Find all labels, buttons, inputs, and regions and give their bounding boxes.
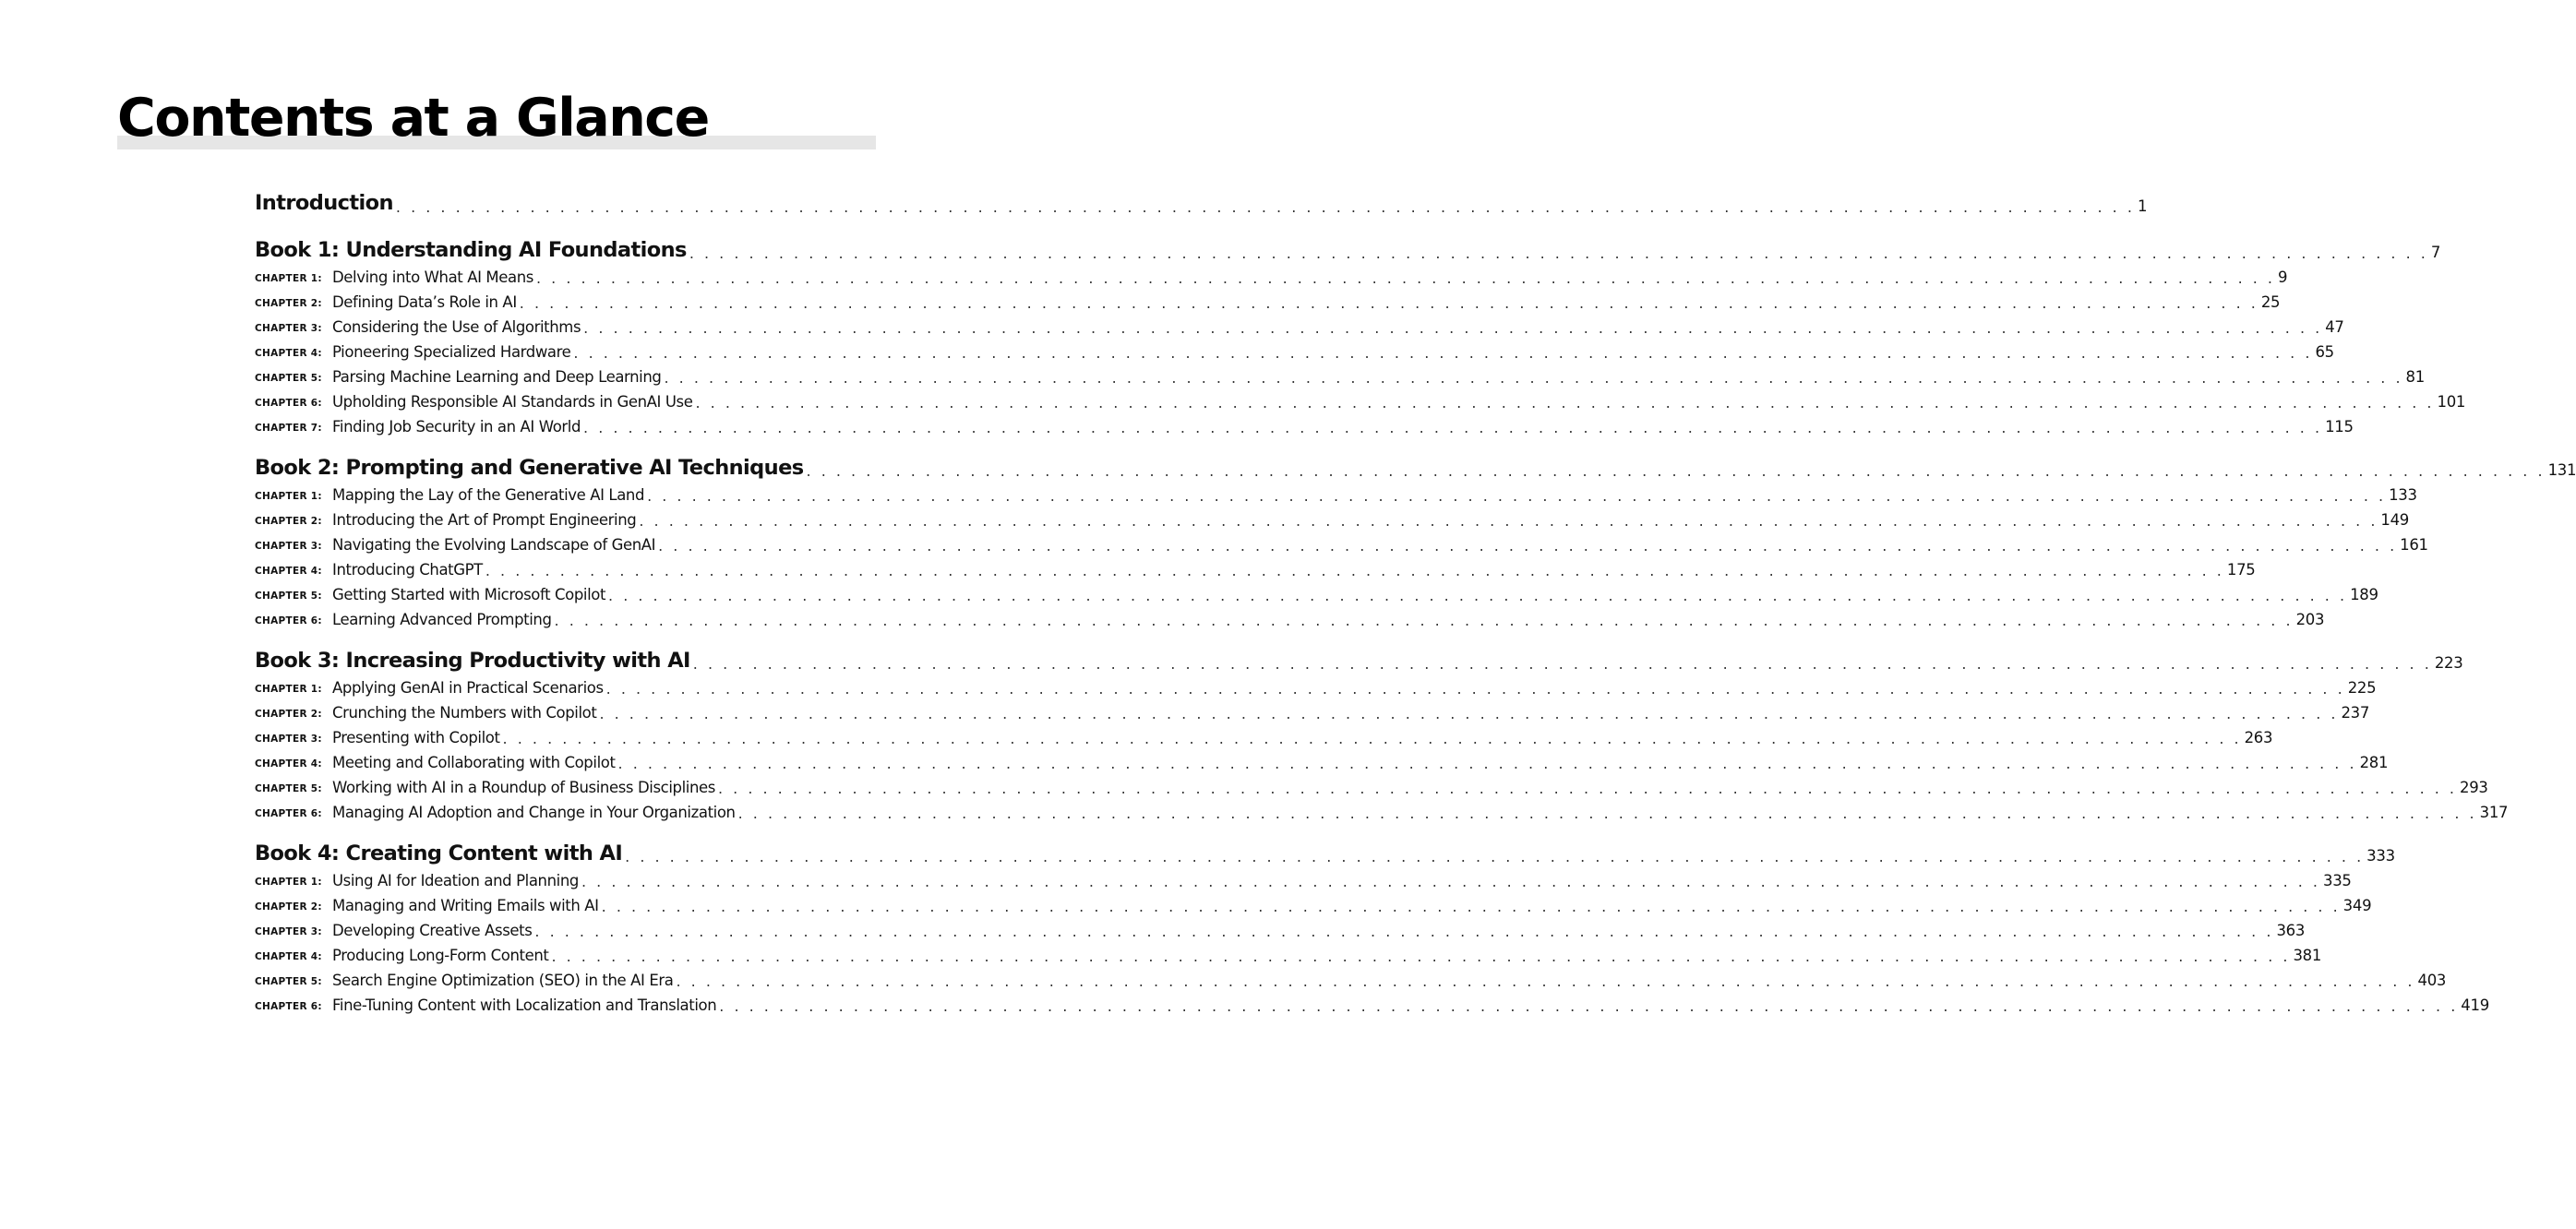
dot-leader: . . . . . . . . . . . . . . . . . . . . . . . . . . . . . . . . . . . . . . . . . . . . . . . . . . . . . . . . . . . . . . . . . . . . . . . . . . . . . . . . . . . . . . . . . . . . . . . . . . . . . . . . . . . . . . . . . . . . . xyxy=(551,948,2291,965)
dot-leader: . . . . . . . . . . . . . . . . . . . . . . . . . . . . . . . . . . . . . . . . . . . . . . . . . . . . . . . . . . . . . . . . . . . . . . . . . . . . . . . . . . . . . . . . . . . . . . . . . . . . . . . . . . . . . . . . . . . . . xyxy=(717,780,2457,797)
chapter-title: Upholding Responsible AI Standards in GenAI Use xyxy=(332,393,693,411)
toc-chapter-entry[interactable] xyxy=(255,532,2428,557)
chapter-number: CHAPTER 4: xyxy=(255,565,322,577)
chapter-number: CHAPTER 5: xyxy=(255,782,322,794)
toc-page-number: 175 xyxy=(2226,561,2256,579)
toc-chapter-entry[interactable] xyxy=(255,800,2509,825)
toc-chapter-entry[interactable] xyxy=(255,918,2306,943)
chapter-title: Navigating the Evolving Landscape of GenAI xyxy=(332,536,656,554)
toc-page-number: 281 xyxy=(2359,754,2389,771)
toc-book-heading[interactable] xyxy=(255,838,2395,868)
toc-chapter-entry[interactable] xyxy=(255,700,2370,725)
toc-chapter-entry[interactable] xyxy=(255,868,2352,893)
dot-leader: . . . . . . . . . . . . . . . . . . . . . . . . . . . . . . . . . . . . . . . . . . . . . . . . . . . . . . . . . . . . . . . . . . . . . . . . . . . . . . . . . . . . . . . . . . . . . . . . . . . . . . . . . . . . . . . . . . . . . xyxy=(502,730,2242,747)
table-of-contents xyxy=(255,185,2576,1018)
toc-book-heading[interactable] xyxy=(255,234,2441,265)
toc-page-number: 263 xyxy=(2244,729,2273,746)
chapter-number: CHAPTER 4: xyxy=(255,758,322,770)
toc-page-number: 115 xyxy=(2325,418,2354,436)
toc-entry-label: Introduction xyxy=(255,191,393,215)
toc-page-number: 333 xyxy=(2366,847,2395,865)
dot-leader: . . . . . . . . . . . . . . . . . . . . . . . . . . . . . . . . . . . . . . . . . . . . . . . . . . . . . . . . . . . . . . . . . . . . . . . . . . . . . . . . . . . . . . . . . . . . . . . . . . . . . . . . . . . . . . . . . . . . . xyxy=(519,294,2258,312)
toc-chapter-entry[interactable] xyxy=(255,265,2288,290)
toc-book-label: Book 4: Creating Content with AI xyxy=(255,841,623,865)
toc-chapter-entry[interactable] xyxy=(255,483,2417,507)
toc-page-number: 403 xyxy=(2417,972,2447,989)
chapter-title: Considering the Use of Algorithms xyxy=(332,318,581,336)
chapter-number: CHAPTER 4: xyxy=(255,950,322,962)
toc-chapter-entry[interactable] xyxy=(255,557,2256,582)
toc-page-number: 9 xyxy=(2278,268,2288,286)
chapter-number: CHAPTER 6: xyxy=(255,807,322,819)
chapter-number: CHAPTER 1: xyxy=(255,272,322,284)
toc-chapter-entry[interactable] xyxy=(255,675,2377,700)
dot-leader: . . . . . . . . . . . . . . . . . . . . . . . . . . . . . . . . . . . . . . . . . . . . . . . . . . . . . . . . . . . . . . . . . . . . . . . . . . . . . . . . . . . . . . . . . . . . . . . . . . . . . . . . . . . . . . . . . . . . . xyxy=(676,972,2415,990)
toc-page-number: 335 xyxy=(2323,872,2352,889)
chapter-number: CHAPTER 6: xyxy=(255,614,322,626)
dot-leader: . . . . . . . . . . . . . . . . . . . . . . . . . . . . . . . . . . . . . . . . . . . . . . . . . . . . . . . . . . . . . . . . . . . . . . . . . . . . . . . . . . . . . . . . . . . . . . . . . . . . . . . . . . . . . . . . . . . . . xyxy=(806,462,2546,480)
dot-leader: . . . . . . . . . . . . . . . . . . . . . . . . . . . . . . . . . . . . . . . . . . . . . . . . . . . . . . . . . . . . . . . . . . . . . . . . . . . . . . . . . . . . . . . . . . . . . . . . . . . . . . . . . . . . . . . . . . . . . xyxy=(658,537,2398,555)
dot-leader: . . . . . . . . . . . . . . . . . . . . . . . . . . . . . . . . . . . . . . . . . . . . . . . . . . . . . . . . . . . . . . . . . . . . . . . . . . . . . . . . . . . . . . . . . . . . . . . . . . . . . . . . . . . . . . . . . . . . . xyxy=(554,612,2294,629)
chapter-number: CHAPTER 3: xyxy=(255,322,322,334)
chapter-title: Introducing the Art of Prompt Engineering xyxy=(332,511,637,529)
chapter-title: Parsing Machine Learning and Deep Learning xyxy=(332,368,662,386)
dot-leader: . . . . . . . . . . . . . . . . . . . . . . . . . . . . . . . . . . . . . . . . . . . . . . . . . . . . . . . . . . . . . . . . . . . . . . . . . . . . . . . . . . . . . . . . . . . . . . . . . . . . . . . . . . . . . . . . . . . . . xyxy=(664,369,2403,387)
dot-leader: . . . . . . . . . . . . . . . . . . . . . . . . . . . . . . . . . . . . . . . . . . . . . . . . . . . . . . . . . . . . . . . . . . . . . . . . . . . . . . . . . . . . . . . . . . . . . . . . . . . . . . . . . . . . . . . . . . . . . xyxy=(689,245,2428,262)
toc-page-number: 81 xyxy=(2405,368,2425,386)
toc-page-number: 161 xyxy=(2400,536,2428,554)
toc-page-number: 65 xyxy=(2315,343,2334,361)
toc-book-heading[interactable] xyxy=(255,645,2463,675)
toc-page-number: 317 xyxy=(2479,804,2509,821)
toc-page-number: 133 xyxy=(2389,486,2417,504)
toc-chapter-entry[interactable] xyxy=(255,943,2322,968)
toc-book-heading[interactable] xyxy=(255,452,2576,483)
chapter-title: Managing and Writing Emails with AI xyxy=(332,897,599,914)
toc-page-number: 149 xyxy=(2380,511,2409,529)
dot-leader: . . . . . . . . . . . . . . . . . . . . . . . . . . . . . . . . . . . . . . . . . . . . . . . . . . . . . . . . . . . . . . . . . . . . . . . . . . . . . . . . . . . . . . . . . . . . . . . . . . . . . . . . . . . . . . . . . . . . . xyxy=(605,680,2345,698)
toc-chapter-entry[interactable] xyxy=(255,968,2447,993)
dot-leader: . . . . . . . . . . . . . . . . . . . . . . . . . . . . . . . . . . . . . . . . . . . . . . . . . . . . . . . . . . . . . . . . . . . . . . . . . . . . . . . . . . . . . . . . . . . . . . . . . . . . . . . . . . . . . . . . . . . . . xyxy=(639,512,2378,530)
chapter-title: Applying GenAI in Practical Scenarios xyxy=(332,679,604,697)
chapter-number: CHAPTER 2: xyxy=(255,708,322,720)
dot-leader: . . . . . . . . . . . . . . . . . . . . . . . . . . . . . . . . . . . . . . . . . . . . . . . . . . . . . . . . . . . . . . . . . . . . . . . . . . . . . . . . . . . . . . . . . . . . . . . . . . . . . . . . . . . . . . . . . . . . . xyxy=(395,197,2135,216)
dot-leader: . . . . . . . . . . . . . . . . . . . . . . . . . . . . . . . . . . . . . . . . . . . . . . . . . . . . . . . . . . . . . . . . . . . . . . . . . . . . . . . . . . . . . . . . . . . . . . . . . . . . . . . . . . . . . . . . . . . . . xyxy=(573,344,2313,362)
chapter-title: Developing Creative Assets xyxy=(332,922,533,939)
chapter-title: Fine-Tuning Content with Localization and Translation xyxy=(332,996,717,1014)
toc-chapter-entry[interactable] xyxy=(255,607,2325,632)
chapter-number: CHAPTER 1: xyxy=(255,683,322,695)
chapter-title: Finding Job Security in an AI World xyxy=(332,418,581,436)
chapter-number: CHAPTER 5: xyxy=(255,975,322,987)
toc-book-label: Book 1: Understanding AI Foundations xyxy=(255,237,687,262)
toc-chapter-entry[interactable] xyxy=(255,582,2378,607)
toc-page-number: 293 xyxy=(2460,779,2488,796)
chapter-number: CHAPTER 1: xyxy=(255,490,322,502)
toc-page-number: 349 xyxy=(2342,897,2372,914)
page-header xyxy=(117,85,876,151)
toc-page-number: 381 xyxy=(2293,947,2322,964)
toc-page-number: 237 xyxy=(2341,704,2370,722)
chapter-title: Presenting with Copilot xyxy=(332,729,500,746)
toc-page-number: 225 xyxy=(2347,679,2377,697)
dot-leader: . . . . . . . . . . . . . . . . . . . . . . . . . . . . . . . . . . . . . . . . . . . . . . . . . . . . . . . . . . . . . . . . . . . . . . . . . . . . . . . . . . . . . . . . . . . . . . . . . . . . . . . . . . . . . . . . . . . . . xyxy=(617,755,2357,772)
toc-chapter-entry[interactable] xyxy=(255,507,2409,532)
dot-leader: . . . . . . . . . . . . . . . . . . . . . . . . . . . . . . . . . . . . . . . . . . . . . . . . . . . . . . . . . . . . . . . . . . . . . . . . . . . . . . . . . . . . . . . . . . . . . . . . . . . . . . . . . . . . . . . . . . . . . xyxy=(583,419,2323,436)
dot-leader: . . . . . . . . . . . . . . . . . . . . . . . . . . . . . . . . . . . . . . . . . . . . . . . . . . . . . . . . . . . . . . . . . . . . . . . . . . . . . . . . . . . . . . . . . . . . . . . . . . . . . . . . . . . . . . . . . . . . . xyxy=(601,898,2341,915)
toc-page-number: 363 xyxy=(2276,922,2306,939)
toc-page-number: 131 xyxy=(2547,461,2576,479)
dot-leader: . . . . . . . . . . . . . . . . . . . . . . . . . . . . . . . . . . . . . . . . . . . . . . . . . . . . . . . . . . . . . . . . . . . . . . . . . . . . . . . . . . . . . . . . . . . . . . . . . . . . . . . . . . . . . . . . . . . . . xyxy=(534,923,2274,940)
toc-chapter-entry[interactable] xyxy=(255,775,2488,800)
chapter-title: Producing Long-Form Content xyxy=(332,947,549,964)
toc-chapter-entry[interactable] xyxy=(255,290,2281,315)
chapter-number: CHAPTER 6: xyxy=(255,397,322,409)
chapter-number: CHAPTER 4: xyxy=(255,347,322,359)
chapter-title: Defining Data’s Role in AI xyxy=(332,293,517,311)
toc-chapter-entry[interactable] xyxy=(255,893,2372,918)
chapter-title: Using AI for Ideation and Planning xyxy=(332,872,579,889)
dot-leader: . . . . . . . . . . . . . . . . . . . . . . . . . . . . . . . . . . . . . . . . . . . . . . . . . . . . . . . . . . . . . . . . . . . . . . . . . . . . . . . . . . . . . . . . . . . . . . . . . . . . . . . . . . . . . . . . . . . . . xyxy=(719,997,2459,1015)
toc-book-label: Book 3: Increasing Productivity with AI xyxy=(255,648,690,673)
toc-page-number: 189 xyxy=(2350,586,2378,603)
chapter-number: CHAPTER 3: xyxy=(255,925,322,937)
toc-chapter-entry[interactable] xyxy=(255,340,2334,364)
toc-chapter-entry[interactable] xyxy=(255,993,2489,1018)
toc-page-number: 25 xyxy=(2260,293,2281,311)
dot-leader: . . . . . . . . . . . . . . . . . . . . . . . . . . . . . . . . . . . . . . . . . . . . . . . . . . . . . . . . . . . . . . . . . . . . . . . . . . . . . . . . . . . . . . . . . . . . . . . . . . . . . . . . . . . . . . . . . . . . . xyxy=(647,487,2387,505)
dot-leader: . . . . . . . . . . . . . . . . . . . . . . . . . . . . . . . . . . . . . . . . . . . . . . . . . . . . . . . . . . . . . . . . . . . . . . . . . . . . . . . . . . . . . . . . . . . . . . . . . . . . . . . . . . . . . . . . . . . . . xyxy=(581,873,2321,890)
toc-chapter-entry[interactable] xyxy=(255,750,2389,775)
chapter-number: CHAPTER 5: xyxy=(255,372,322,384)
chapter-title: Delving into What AI Means xyxy=(332,268,533,286)
dot-leader: . . . . . . . . . . . . . . . . . . . . . . . . . . . . . . . . . . . . . . . . . . . . . . . . . . . . . . . . . . . . . . . . . . . . . . . . . . . . . . . . . . . . . . . . . . . . . . . . . . . . . . . . . . . . . . . . . . . . . xyxy=(692,655,2432,673)
dot-leader: . . . . . . . . . . . . . . . . . . . . . . . . . . . . . . . . . . . . . . . . . . . . . . . . . . . . . . . . . . . . . . . . . . . . . . . . . . . . . . . . . . . . . . . . . . . . . . . . . . . . . . . . . . . . . . . . . . . . . xyxy=(695,394,2435,412)
chapter-number: CHAPTER 3: xyxy=(255,540,322,552)
chapter-title: Crunching the Numbers with Copilot xyxy=(332,704,597,722)
toc-page-number: 419 xyxy=(2461,996,2489,1014)
dot-leader: . . . . . . . . . . . . . . . . . . . . . . . . . . . . . . . . . . . . . . . . . . . . . . . . . . . . . . . . . . . . . . . . . . . . . . . . . . . . . . . . . . . . . . . . . . . . . . . . . . . . . . . . . . . . . . . . . . . . . xyxy=(485,562,2224,579)
toc-book-label: Book 2: Prompting and Generative AI Techniques xyxy=(255,455,804,480)
toc-page-number: 101 xyxy=(2437,393,2466,411)
chapter-number: CHAPTER 2: xyxy=(255,901,322,913)
chapter-title: Pioneering Specialized Hardware xyxy=(332,343,571,361)
books-list xyxy=(255,234,2576,1018)
chapter-title: Search Engine Optimization (SEO) in the AI Era xyxy=(332,972,674,989)
chapter-number: CHAPTER 2: xyxy=(255,297,322,309)
dot-leader: . . . . . . . . . . . . . . . . . . . . . . . . . . . . . . . . . . . . . . . . . . . . . . . . . . . . . . . . . . . . . . . . . . . . . . . . . . . . . . . . . . . . . . . . . . . . . . . . . . . . . . . . . . . . . . . . . . . . . xyxy=(737,805,2477,822)
toc-chapter-entry[interactable] xyxy=(255,389,2466,414)
dot-leader: . . . . . . . . . . . . . . . . . . . . . . . . . . . . . . . . . . . . . . . . . . . . . . . . . . . . . . . . . . . . . . . . . . . . . . . . . . . . . . . . . . . . . . . . . . . . . . . . . . . . . . . . . . . . . . . . . . . . . xyxy=(535,269,2275,287)
chapter-title: Mapping the Lay of the Generative AI Land xyxy=(332,486,645,504)
toc-page-number: 203 xyxy=(2295,611,2325,628)
chapter-title: Managing AI Adoption and Change in Your Organization xyxy=(332,804,736,821)
chapter-number: CHAPTER 6: xyxy=(255,1000,322,1012)
chapter-number: CHAPTER 7: xyxy=(255,422,322,434)
dot-leader: . . . . . . . . . . . . . . . . . . . . . . . . . . . . . . . . . . . . . . . . . . . . . . . . . . . . . . . . . . . . . . . . . . . . . . . . . . . . . . . . . . . . . . . . . . . . . . . . . . . . . . . . . . . . . . . . . . . . . xyxy=(625,848,2365,865)
chapter-number: CHAPTER 2: xyxy=(255,515,322,527)
toc-page-number: 1 xyxy=(2137,197,2148,215)
chapter-title: Introducing ChatGPT xyxy=(332,561,483,579)
dot-leader: . . . . . . . . . . . . . . . . . . . . . . . . . . . . . . . . . . . . . . . . . . . . . . . . . . . . . . . . . . . . . . . . . . . . . . . . . . . . . . . . . . . . . . . . . . . . . . . . . . . . . . . . . . . . . . . . . . . . . xyxy=(599,705,2339,722)
chapter-number: CHAPTER 5: xyxy=(255,590,322,602)
toc-entry-introduction[interactable] xyxy=(255,185,2148,221)
toc-chapter-entry[interactable] xyxy=(255,364,2425,389)
chapter-title: Getting Started with Microsoft Copilot xyxy=(332,586,606,603)
toc-chapter-entry[interactable] xyxy=(255,315,2344,340)
toc-page-number: 223 xyxy=(2434,654,2463,672)
chapter-title: Working with AI in a Roundup of Business Disciplines xyxy=(332,779,715,796)
chapter-number: CHAPTER 1: xyxy=(255,876,322,888)
chapter-title: Meeting and Collaborating with Copilot xyxy=(332,754,616,771)
toc-chapter-entry[interactable] xyxy=(255,414,2354,439)
chapter-title: Learning Advanced Prompting xyxy=(332,611,552,628)
toc-page-number: 47 xyxy=(2325,318,2344,336)
dot-leader: . . . . . . . . . . . . . . . . . . . . . . . . . . . . . . . . . . . . . . . . . . . . . . . . . . . . . . . . . . . . . . . . . . . . . . . . . . . . . . . . . . . . . . . . . . . . . . . . . . . . . . . . . . . . . . . . . . . . . xyxy=(583,319,2323,337)
page-title: Contents at a Glance xyxy=(117,88,709,149)
toc-chapter-entry[interactable] xyxy=(255,725,2273,750)
chapter-number: CHAPTER 3: xyxy=(255,733,322,745)
toc-page-number: 7 xyxy=(2430,244,2441,261)
dot-leader: . . . . . . . . . . . . . . . . . . . . . . . . . . . . . . . . . . . . . . . . . . . . . . . . . . . . . . . . . . . . . . . . . . . . . . . . . . . . . . . . . . . . . . . . . . . . . . . . . . . . . . . . . . . . . . . . . . . . . xyxy=(608,587,2348,604)
